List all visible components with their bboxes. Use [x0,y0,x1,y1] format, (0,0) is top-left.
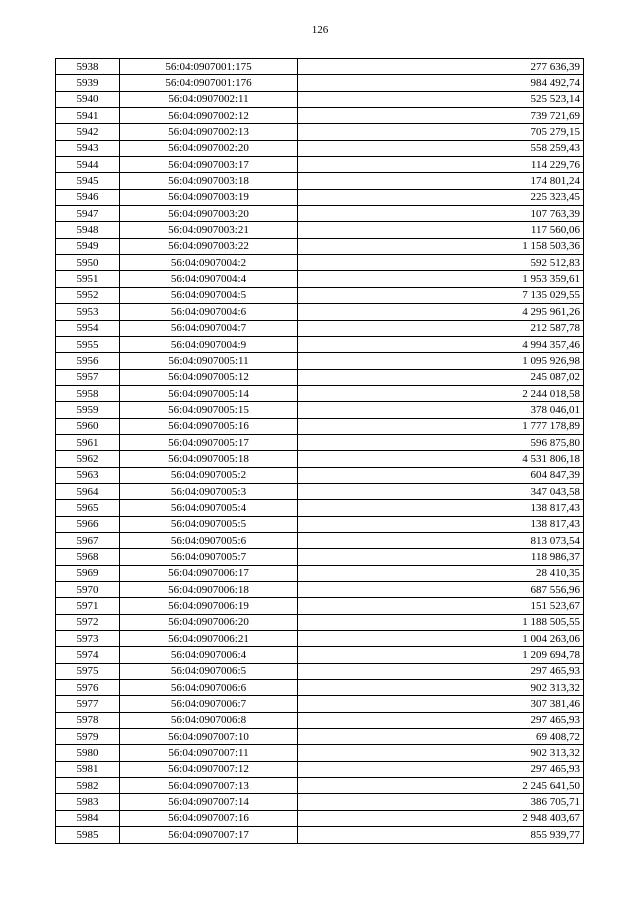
cadastral-value-cell: 4 531 806,18 [298,451,584,467]
cadastral-value-cell: 297 465,93 [298,663,584,679]
table-row [56,320,584,336]
row-number-cell: 5950 [56,255,120,271]
table-row [56,794,584,810]
cadastral-value-cell: 1 209 694,78 [298,647,584,663]
row-number-cell: 5963 [56,467,120,483]
cadastral-number-cell: 56:04:0907006:7 [120,696,298,712]
row-number-cell: 5957 [56,369,120,385]
cadastral-value-cell: 4 295 961,26 [298,304,584,320]
cadastral-value-cell: 386 705,71 [298,794,584,810]
cadastral-number-cell: 56:04:0907005:17 [120,434,298,450]
table-row [56,271,584,287]
cadastral-number-cell: 56:04:0907006:18 [120,582,298,598]
cadastral-value-cell: 69 408,72 [298,729,584,745]
cadastral-number-cell: 56:04:0907001:176 [120,75,298,91]
row-number-cell: 5958 [56,385,120,401]
cadastral-number-cell: 56:04:0907006:20 [120,614,298,630]
table-row [56,157,584,173]
table-row [56,696,584,712]
cadastral-value-cell: 984 492,74 [298,75,584,91]
cadastral-number-cell: 56:04:0907005:14 [120,385,298,401]
cadastral-value-cell: 525 523,14 [298,91,584,107]
table-row [56,500,584,516]
cadastral-value-cell: 151 523,67 [298,598,584,614]
cadastral-value-cell: 378 046,01 [298,402,584,418]
cadastral-value-cell: 558 259,43 [298,140,584,156]
cadastral-value-cell: 4 994 357,46 [298,336,584,352]
cadastral-value-table [55,58,584,844]
cadastral-number-cell: 56:04:0907007:11 [120,745,298,761]
row-number-cell: 5962 [56,451,120,467]
table-row [56,75,584,91]
table-row [56,91,584,107]
cadastral-number-cell: 56:04:0907003:18 [120,173,298,189]
cadastral-number-cell: 56:04:0907005:5 [120,516,298,532]
cadastral-number-cell: 56:04:0907007:17 [120,827,298,843]
cadastral-number-cell: 56:04:0907001:175 [120,59,298,75]
row-number-cell: 5970 [56,582,120,598]
row-number-cell: 5966 [56,516,120,532]
row-number-cell: 5953 [56,304,120,320]
table-row [56,663,584,679]
table-row [56,483,584,499]
table-row [56,385,584,401]
cadastral-value-cell: 902 313,32 [298,745,584,761]
cadastral-value-cell: 117 560,06 [298,222,584,238]
row-number-cell: 5959 [56,402,120,418]
row-number-cell: 5961 [56,434,120,450]
table-body [56,59,584,844]
cadastral-number-cell: 56:04:0907007:16 [120,810,298,826]
cadastral-number-cell: 56:04:0907003:19 [120,189,298,205]
cadastral-value-cell: 138 817,43 [298,516,584,532]
row-number-cell: 5976 [56,680,120,696]
cadastral-number-cell: 56:04:0907002:13 [120,124,298,140]
row-number-cell: 5952 [56,287,120,303]
cadastral-value-cell: 107 763,39 [298,206,584,222]
cadastral-value-cell: 1 158 503,36 [298,238,584,254]
row-number-cell: 5938 [56,59,120,75]
cadastral-value-cell: 1 953 359,61 [298,271,584,287]
row-number-cell: 5965 [56,500,120,516]
cadastral-value-cell: 604 847,39 [298,467,584,483]
table-row [56,582,584,598]
cadastral-number-cell: 56:04:0907006:4 [120,647,298,663]
cadastral-value-cell: 2 948 403,67 [298,810,584,826]
table-row [56,336,584,352]
table-row [56,304,584,320]
row-number-cell: 5941 [56,108,120,124]
table-row [56,810,584,826]
row-number-cell: 5964 [56,483,120,499]
table-row [56,598,584,614]
cadastral-value-cell: 2 244 018,58 [298,385,584,401]
cadastral-number-cell: 56:04:0907006:17 [120,565,298,581]
cadastral-number-cell: 56:04:0907003:17 [120,157,298,173]
table-row [56,565,584,581]
table-row [56,434,584,450]
table-row [56,140,584,156]
cadastral-value-cell: 2 245 641,50 [298,778,584,794]
cadastral-number-cell: 56:04:0907003:21 [120,222,298,238]
row-number-cell: 5942 [56,124,120,140]
cadastral-number-cell: 56:04:0907005:12 [120,369,298,385]
row-number-cell: 5978 [56,712,120,728]
cadastral-number-cell: 56:04:0907004:4 [120,271,298,287]
cadastral-value-cell: 687 556,96 [298,582,584,598]
table-row [56,712,584,728]
row-number-cell: 5974 [56,647,120,663]
cadastral-number-cell: 56:04:0907004:9 [120,336,298,352]
row-number-cell: 5985 [56,827,120,843]
row-number-cell: 5943 [56,140,120,156]
cadastral-number-cell: 56:04:0907004:7 [120,320,298,336]
cadastral-value-cell: 138 817,43 [298,500,584,516]
cadastral-value-cell: 347 043,58 [298,483,584,499]
table-row [56,631,584,647]
cadastral-number-cell: 56:04:0907006:19 [120,598,298,614]
cadastral-value-cell: 855 939,77 [298,827,584,843]
table-row [56,745,584,761]
cadastral-number-cell: 56:04:0907005:18 [120,451,298,467]
table-row [56,614,584,630]
cadastral-number-cell: 56:04:0907004:2 [120,255,298,271]
table-row [56,173,584,189]
cadastral-value-cell: 596 875,80 [298,434,584,450]
table-row [56,353,584,369]
cadastral-value-cell: 174 801,24 [298,173,584,189]
cadastral-number-cell: 56:04:0907005:11 [120,353,298,369]
cadastral-value-cell: 1 004 263,06 [298,631,584,647]
cadastral-number-cell: 56:04:0907002:11 [120,91,298,107]
cadastral-number-cell: 56:04:0907005:3 [120,483,298,499]
cadastral-value-cell: 297 465,93 [298,761,584,777]
cadastral-number-cell: 56:04:0907006:6 [120,680,298,696]
cadastral-number-cell: 56:04:0907007:10 [120,729,298,745]
cadastral-number-cell: 56:04:0907006:21 [120,631,298,647]
table-row [56,124,584,140]
cadastral-value-cell: 118 986,37 [298,549,584,565]
cadastral-number-cell: 56:04:0907002:20 [120,140,298,156]
cadastral-number-cell: 56:04:0907003:20 [120,206,298,222]
cadastral-value-cell: 114 229,76 [298,157,584,173]
row-number-cell: 5973 [56,631,120,647]
row-number-cell: 5984 [56,810,120,826]
table-row [56,287,584,303]
row-number-cell: 5949 [56,238,120,254]
table-row [56,532,584,548]
row-number-cell: 5946 [56,189,120,205]
table-row [56,108,584,124]
cadastral-number-cell: 56:04:0907005:2 [120,467,298,483]
table-row [56,206,584,222]
row-number-cell: 5980 [56,745,120,761]
row-number-cell: 5982 [56,778,120,794]
cadastral-number-cell: 56:04:0907005:4 [120,500,298,516]
table-row [56,827,584,843]
cadastral-value-cell: 739 721,69 [298,108,584,124]
row-number-cell: 5954 [56,320,120,336]
cadastral-value-cell: 1 777 178,89 [298,418,584,434]
row-number-cell: 5948 [56,222,120,238]
cadastral-value-cell: 212 587,78 [298,320,584,336]
cadastral-value-cell: 705 279,15 [298,124,584,140]
row-number-cell: 5956 [56,353,120,369]
table-row [56,369,584,385]
cadastral-value-cell: 813 073,54 [298,532,584,548]
cadastral-value-cell: 245 087,02 [298,369,584,385]
cadastral-value-cell: 902 313,32 [298,680,584,696]
cadastral-number-cell: 56:04:0907005:7 [120,549,298,565]
cadastral-value-cell: 28 410,35 [298,565,584,581]
cadastral-value-cell: 225 323,45 [298,189,584,205]
cadastral-number-cell: 56:04:0907004:6 [120,304,298,320]
table-row [56,189,584,205]
cadastral-number-cell: 56:04:0907005:15 [120,402,298,418]
table-row [56,647,584,663]
table-row [56,516,584,532]
table-row [56,680,584,696]
table-row [56,255,584,271]
row-number-cell: 5940 [56,91,120,107]
row-number-cell: 5977 [56,696,120,712]
row-number-cell: 5983 [56,794,120,810]
table-row [56,451,584,467]
row-number-cell: 5975 [56,663,120,679]
table-row [56,222,584,238]
cadastral-number-cell: 56:04:0907003:22 [120,238,298,254]
row-number-cell: 5947 [56,206,120,222]
cadastral-value-cell: 7 135 029,55 [298,287,584,303]
row-number-cell: 5960 [56,418,120,434]
row-number-cell: 5972 [56,614,120,630]
row-number-cell: 5951 [56,271,120,287]
row-number-cell: 5969 [56,565,120,581]
table-row [56,467,584,483]
table-row [56,729,584,745]
cadastral-value-cell: 592 512,83 [298,255,584,271]
cadastral-value-cell: 307 381,46 [298,696,584,712]
cadastral-number-cell: 56:04:0907007:14 [120,794,298,810]
row-number-cell: 5939 [56,75,120,91]
cadastral-value-cell: 277 636,39 [298,59,584,75]
cadastral-number-cell: 56:04:0907007:12 [120,761,298,777]
cadastral-number-cell: 56:04:0907005:16 [120,418,298,434]
cadastral-number-cell: 56:04:0907005:6 [120,532,298,548]
row-number-cell: 5945 [56,173,120,189]
table-row [56,549,584,565]
table-row [56,238,584,254]
row-number-cell: 5967 [56,532,120,548]
row-number-cell: 5968 [56,549,120,565]
cadastral-number-cell: 56:04:0907006:5 [120,663,298,679]
table-row [56,59,584,75]
row-number-cell: 5944 [56,157,120,173]
cadastral-number-cell: 56:04:0907007:13 [120,778,298,794]
table-row [56,761,584,777]
row-number-cell: 5955 [56,336,120,352]
row-number-cell: 5971 [56,598,120,614]
table-row [56,778,584,794]
cadastral-value-cell: 1 188 505,55 [298,614,584,630]
cadastral-number-cell: 56:04:0907004:5 [120,287,298,303]
cadastral-number-cell: 56:04:0907002:12 [120,108,298,124]
cadastral-value-cell: 1 095 926,98 [298,353,584,369]
row-number-cell: 5979 [56,729,120,745]
table-row [56,402,584,418]
cadastral-number-cell: 56:04:0907006:8 [120,712,298,728]
row-number-cell: 5981 [56,761,120,777]
cadastral-value-cell: 297 465,93 [298,712,584,728]
page-number: 126 [311,24,329,36]
table-row [56,418,584,434]
